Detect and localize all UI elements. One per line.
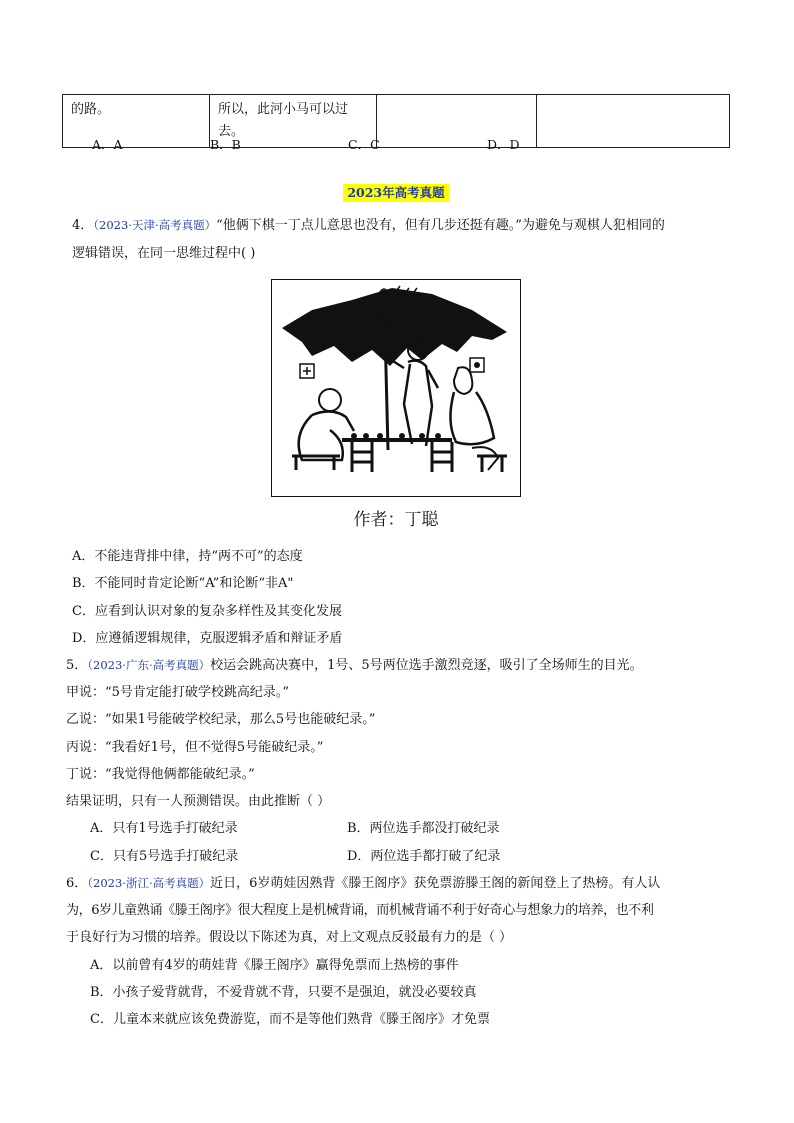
- cartoon-caption: 作者：丁聪: [353, 510, 439, 530]
- chess-cartoon-image: [271, 279, 521, 497]
- q3-option-c[interactable]: C．C: [348, 137, 380, 152]
- q6-stem-line3: 于良好行为习惯的培养。假设以下陈述为真，对上文观点反驳最有力的是（ ）: [66, 930, 513, 945]
- q4-option-a[interactable]: A．不能违背排中律，持“两不可”的态度: [72, 549, 303, 564]
- q6-stem-line1: [66, 872, 660, 891]
- q5-statement-jia: 甲说：“5号肯定能打破学校跳高纪录。”: [66, 685, 290, 700]
- q4-option-b[interactable]: B．不能同时肯定论断“A”和论断“非A": [72, 576, 294, 591]
- q6-stem-line2: 为，6岁儿童熟诵《滕王阁序》很大程度上是机械背诵，而机械背诵不利于好奇心与想象力的培养，也不利: [66, 903, 654, 918]
- q5-statement-bing: 丙说：“我看好1号，但不觉得5号能破纪录。”: [66, 740, 324, 755]
- q5-statement-yi: 乙说：“如果1号能破学校纪录，那么5号也能破纪录。”: [66, 712, 376, 727]
- q3-option-b[interactable]: B．B: [210, 137, 241, 152]
- q4-number: 4．: [72, 218, 94, 233]
- q3-option-d[interactable]: D．D: [487, 137, 520, 152]
- q4-option-c[interactable]: C．应看到认识对象的复杂多样性及其变化发展: [72, 604, 342, 619]
- q5-stem-text: 校运会跳高决赛中，1号、5号两位选手激烈竞逐，吸引了全场师生的目光。: [210, 658, 643, 673]
- table-cell: 的路。: [63, 95, 210, 148]
- q4-source: （2023·天津·高考真题）: [93, 218, 217, 232]
- q6-option-a[interactable]: A．以前曾有4岁的萌娃背《滕王阁序》赢得免票而上热榜的事件: [90, 958, 459, 973]
- q4-stem-line1: [72, 214, 665, 233]
- q5-source: （2023·广东·高考真题）: [87, 658, 211, 672]
- table-row: [63, 95, 730, 148]
- table-cell: [537, 95, 730, 148]
- section-heading: 2023年高考真题: [343, 184, 449, 202]
- q5-conclusion: 结果证明，只有一人预测错误。由此推断（ ）: [66, 794, 331, 809]
- table-cell: 所以，此河小马可以过去。: [210, 95, 377, 148]
- q6-option-c[interactable]: C．儿童本来就应该免费游览，而不是等他们熟背《滕王阁序》才免票: [90, 1012, 490, 1027]
- q5-number: 5．: [66, 658, 88, 673]
- q6-number: 6．: [66, 876, 88, 891]
- q5-option-d[interactable]: D．两位选手都打破了纪录: [347, 849, 501, 864]
- q5-statement-ding: 丁说：“我觉得他俩都能破纪录。”: [66, 767, 255, 782]
- q5-option-b[interactable]: B．两位选手都没打破纪录: [347, 821, 500, 836]
- q4-stem-line2: 逻辑错误，在同一思维过程中( ): [72, 246, 256, 261]
- q6-option-b[interactable]: B．小孩子爱背就背，不爱背就不背，只要不是强迫，就没必要较真: [90, 985, 477, 1000]
- q6-source: （2023·浙江·高考真题）: [87, 876, 211, 890]
- q5-option-a[interactable]: A．只有1号选手打破纪录: [90, 821, 238, 836]
- q5-stem: [66, 654, 643, 673]
- q5-option-c[interactable]: C．只有5号选手打破纪录: [90, 849, 239, 864]
- cartoon-drawing: [272, 280, 519, 495]
- q3-option-a[interactable]: A．A: [92, 137, 123, 152]
- q4-option-d[interactable]: D．应遵循逻辑规律，克服逻辑矛盾和辩证矛盾: [72, 631, 343, 646]
- comparison-table-row: [62, 94, 730, 148]
- q6-stem-text: 近日，6岁萌娃因熟背《滕王阁序》获免票游滕王阁的新闻登上了热榜。有人认: [210, 876, 661, 891]
- q4-stem-text: “他俩下棋一丁点儿意思也没有，但有几步还挺有趣。”为避免与观棋人犯相同的: [216, 218, 665, 233]
